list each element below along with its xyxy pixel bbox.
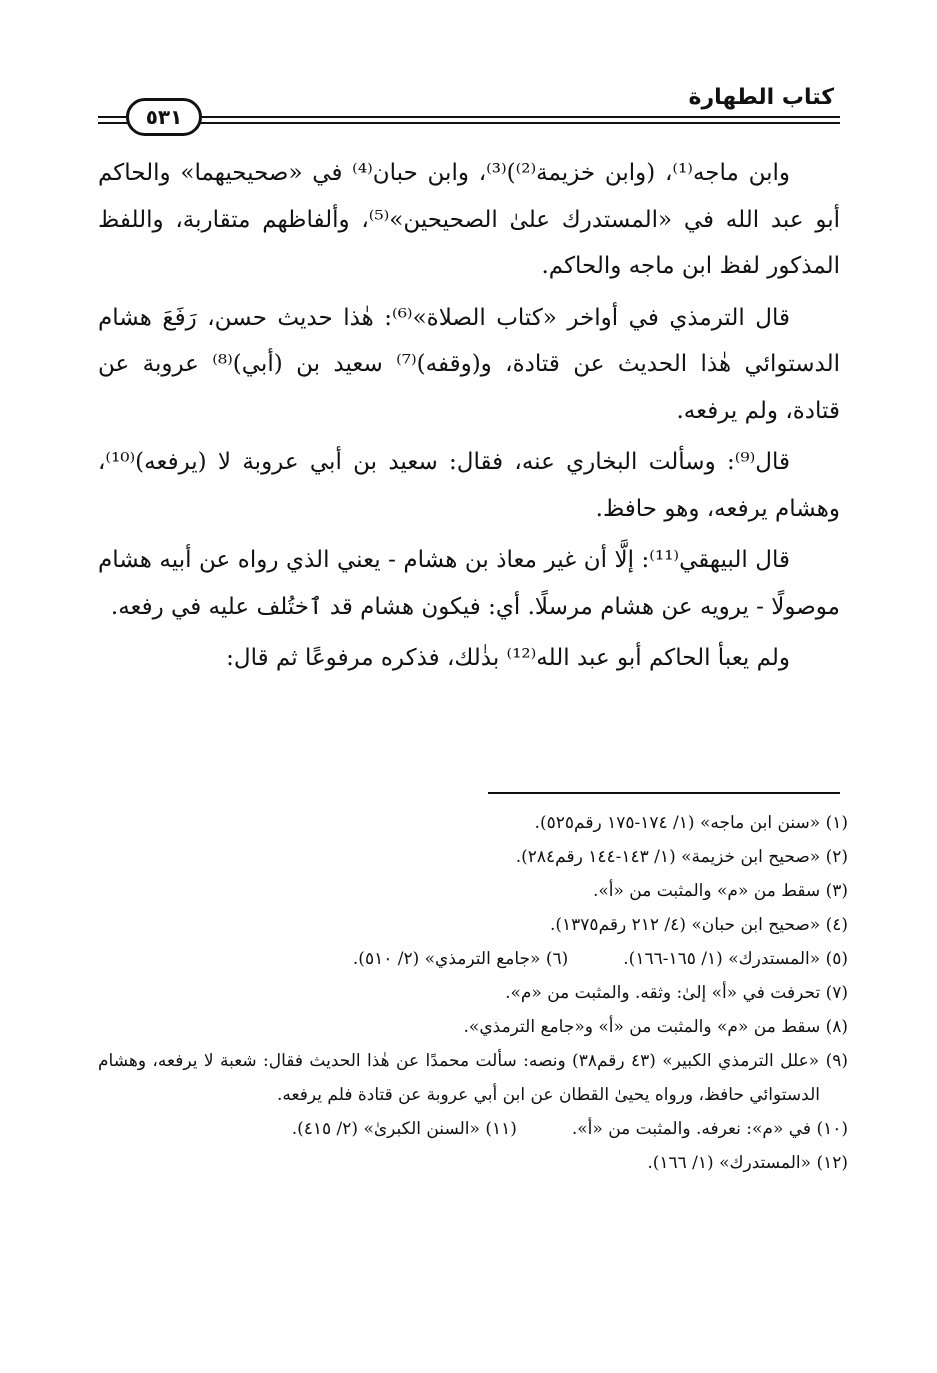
- footnote-3: (٣) سقط من «م» والمثبت من «أ».: [592, 881, 848, 901]
- footnote-10: (١٠) في «م»: نعرفه. والمثبت من «أ».: [571, 1119, 848, 1139]
- paragraph-1: وابن ماجه⁽¹⁾، (وابن خزيمة⁽²⁾)⁽³⁾، وابن حبان⁽⁴⁾ في «صحيحيهما» والحاكم أبو عبد الله في «المستدرك علىٰ الصحيحين»⁽⁵⁾، وألفاظهم متقاربة، واللفظ المذكور لفظ ابن ماجه والحاكم.: [98, 160, 840, 279]
- chapter-title: كتاب الطهارة: [688, 85, 834, 110]
- footnote-6: (٦) «جامع الترمذي» (٢/ ٥١٠).: [352, 949, 569, 969]
- footnote-9: (٩) «علل الترمذي الكبير» (٤٣ رقم٣٨) ونصه: سألت محمدًا عن هٰذا الحديث فقال: شعبة لا يرفعه، وهشام الدستوائي حافظ، ورواه يحيىٰ القطان عن ابن أبي عروبة عن قتادة فلم يرفعه.: [98, 1051, 848, 1105]
- footnote-11: (١١) «السنن الكبرىٰ» (٢/ ٤١٥).: [291, 1119, 517, 1139]
- paragraph-4: قال البيهقي⁽¹¹⁾: إلَّا أن غير معاذ بن هشام - يعني الذي رواه عن أبيه هشام موصولًا - يرويه عن هشام مرسلًا. أي: فيكون هشام قد ٱختُلف عليه في رفعه.: [98, 547, 840, 620]
- header-rule-bottom: [98, 122, 840, 124]
- main-text: [98, 150, 840, 682]
- paragraph-3: قال⁽⁹⁾: وسألت البخاري عنه، فقال: سعيد بن أبي عروبة لا (يرفعه)⁽¹⁰⁾، وهشام يرفعه، وهو حافظ.: [98, 449, 840, 522]
- footnote-2: (٢) «صحيح ابن خزيمة» (١/ ١٤٣-١٤٤ رقم٢٨٤).: [515, 847, 848, 867]
- page-header: [98, 82, 840, 134]
- footnote-5: (٥) «المستدرك» (١/ ١٦٥-١٦٦).: [623, 949, 848, 969]
- footnote-12: (١٢) «المستدرك» (١/ ١٦٦).: [647, 1153, 848, 1173]
- footnote-1: (١) «سنن ابن ماجه» (١/ ١٧٤-١٧٥ رقم٥٢٥).: [534, 813, 848, 833]
- paragraph-5: ولم يعبأ الحاكم أبو عبد الله⁽¹²⁾ بذٰلك، فذكره مرفوعًا ثم قال:: [226, 645, 790, 671]
- footnote-row-10-11: [98, 1112, 848, 1146]
- footnotes: [98, 806, 848, 1180]
- paragraph-2: قال الترمذي في أواخر «كتاب الصلاة»⁽⁶⁾: هٰذا حديث حسن، رَفَعَ هشام الدستوائي هٰذا الحديث عن قتادة، و(وقفه)⁽⁷⁾ سعيد بن (أبي)⁽⁸⁾ عروبة عن قتادة، ولم يرفعه.: [98, 304, 840, 424]
- header-rule-top: [98, 116, 840, 118]
- footnote-7: (٧) تحرفت في «أ» إلىٰ: وثقه. والمثبت من «م».: [505, 983, 848, 1003]
- footnote-divider: [488, 792, 840, 794]
- footnote-8: (٨) سقط من «م» والمثبت من «أ» و«جامع الترمذي».: [463, 1017, 848, 1037]
- page-number: ٥٣١: [126, 98, 202, 136]
- footnote-4: (٤) «صحيح ابن حبان» (٤/ ٢١٢ رقم١٣٧٥).: [549, 915, 848, 935]
- footnote-row-5-6: [98, 942, 848, 976]
